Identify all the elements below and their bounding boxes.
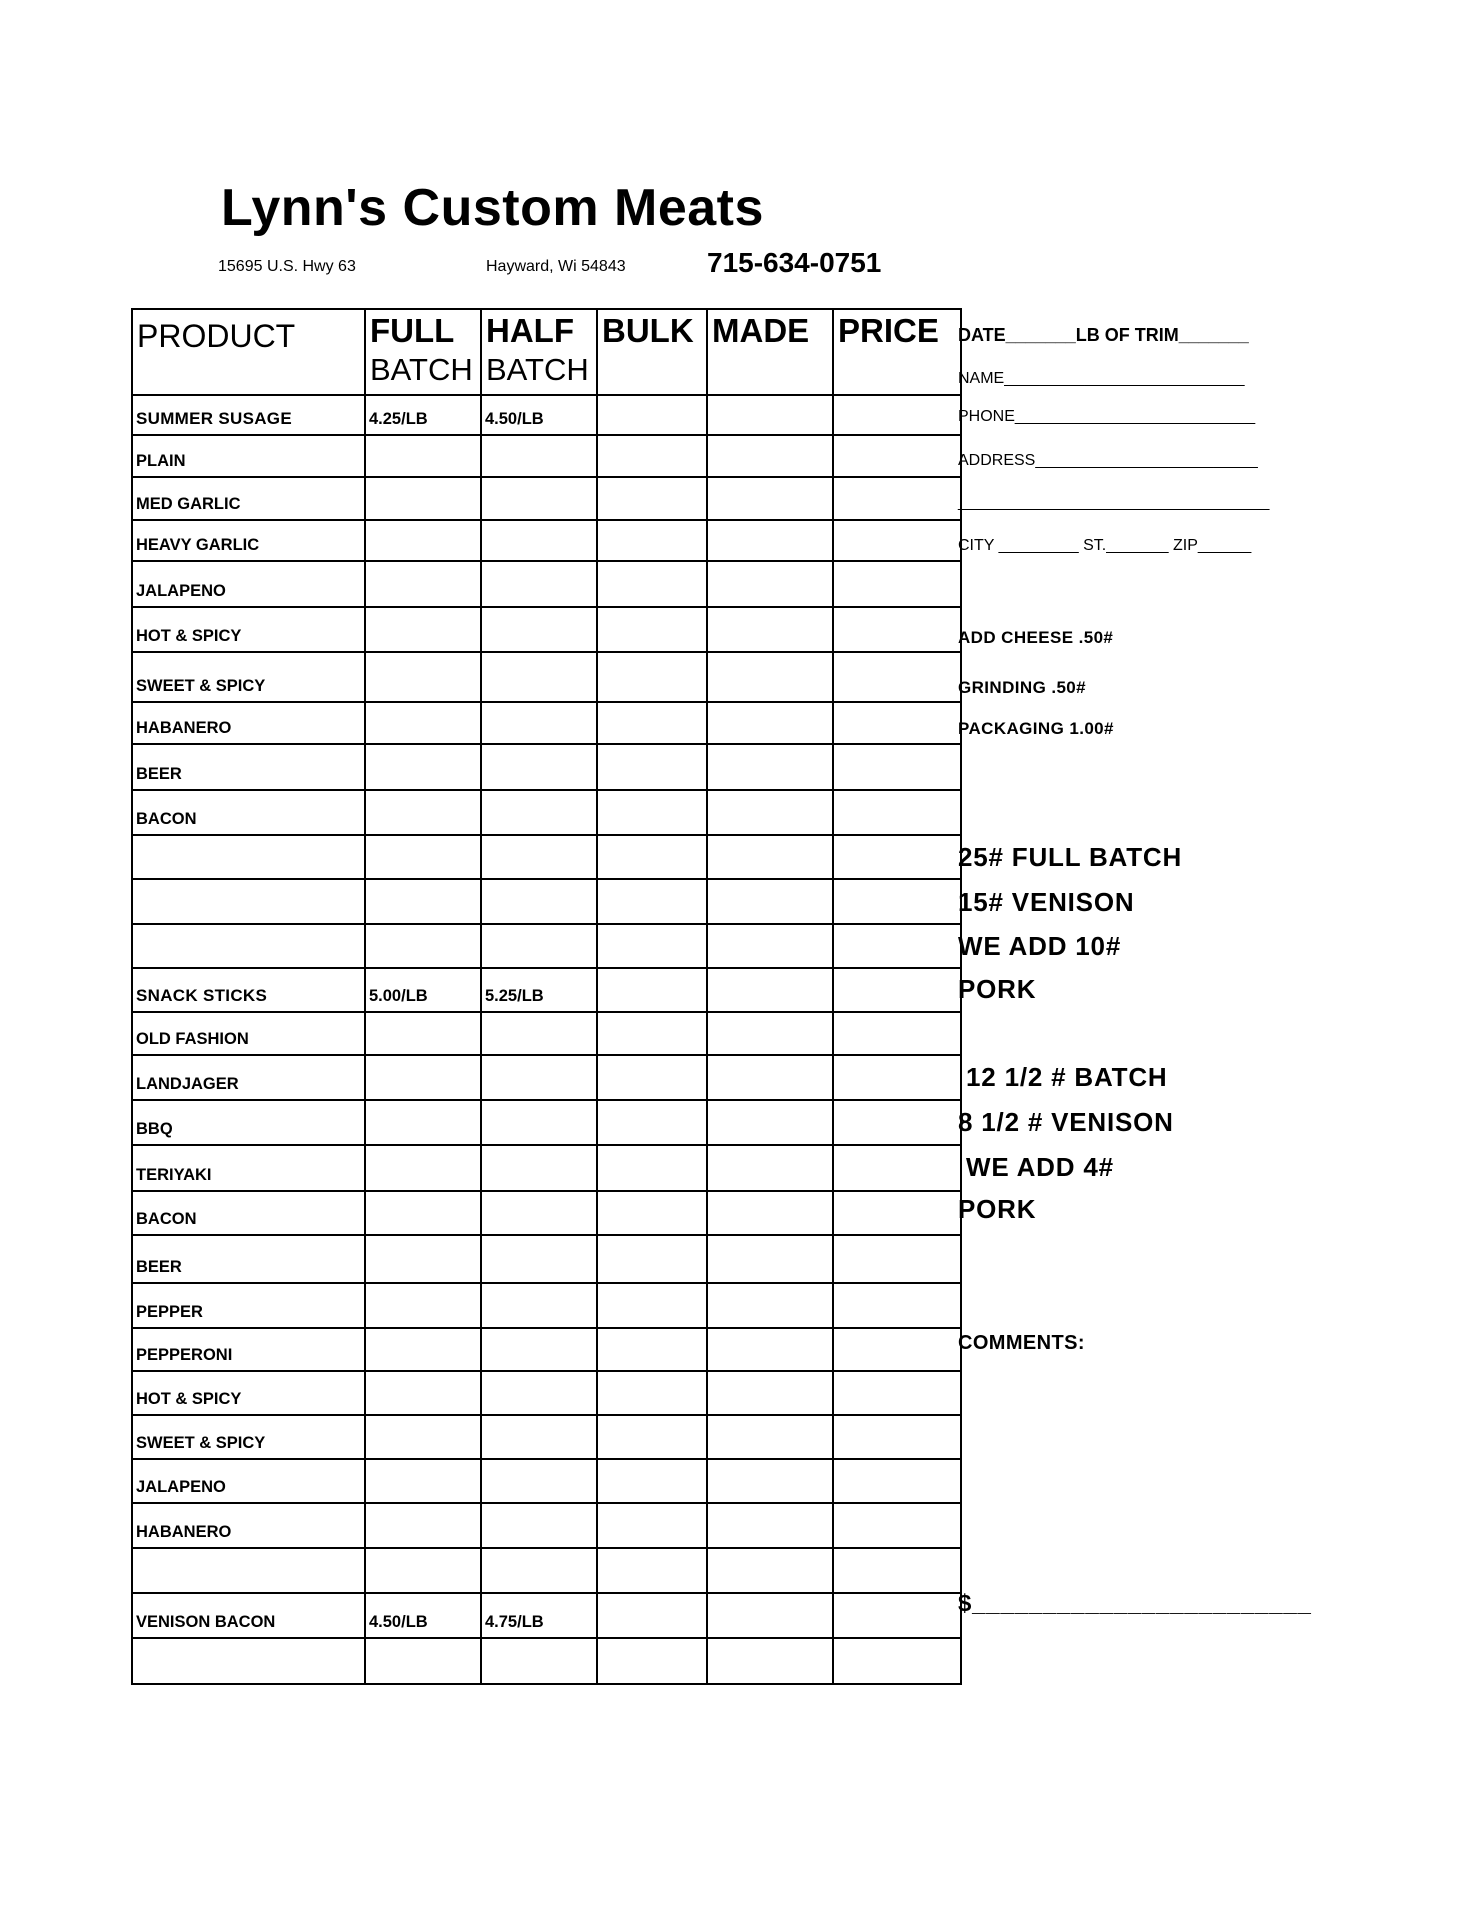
table-row [132,607,961,652]
half-batch-cell[interactable] [481,1371,597,1415]
table-row [132,790,961,835]
bulk-cell[interactable] [597,652,707,702]
product-cell [132,1638,365,1684]
made-cell[interactable] [707,1638,833,1684]
full-batch-cell[interactable] [365,1371,481,1415]
product-cell [132,835,365,879]
full-batch-cell[interactable] [365,924,481,968]
half-batch-cell[interactable]: 5.25/LB [481,968,597,1012]
bulk-cell[interactable] [597,435,707,477]
made-cell[interactable] [707,520,833,561]
table-row [132,702,961,744]
price-cell[interactable] [833,1415,961,1459]
half-batch-note: 12 1/2 # BATCH [958,1062,1168,1092]
price-cell[interactable] [833,1100,961,1145]
product-cell: TERIYAKI [132,1145,365,1191]
full-batch-cell[interactable] [365,835,481,879]
product-cell: HEAVY GARLIC [132,520,365,561]
made-cell[interactable] [707,968,833,1012]
product-cell [132,924,365,968]
made-cell[interactable] [707,1371,833,1415]
packaging-note: PACKAGING 1.00# [958,719,1114,738]
made-cell[interactable] [707,1283,833,1328]
made-cell[interactable] [707,1503,833,1548]
half-batch-cell[interactable]: 4.75/LB [481,1593,597,1638]
name-field[interactable]: NAME___________________________ [958,370,1245,387]
full-batch-cell[interactable]: 5.00/LB [365,968,481,1012]
product-cell: HOT & SPICY [132,607,365,652]
price-cell[interactable] [833,1012,961,1055]
address-line-2[interactable]: ___________________________________ [958,494,1270,511]
full-batch-cell[interactable] [365,561,481,607]
grinding-note: GRINDING .50# [958,678,1087,697]
product-cell: PEPPER [132,1283,365,1328]
full-batch-cell[interactable] [365,1415,481,1459]
bulk-cell[interactable] [597,968,707,1012]
company-title: Lynn's Custom Meats [221,179,764,237]
product-cell: BEER [132,744,365,790]
bulk-cell[interactable] [597,1328,707,1371]
half-batch-cell[interactable] [481,1055,597,1100]
product-cell: SWEET & SPICY [132,652,365,702]
bulk-cell[interactable] [597,879,707,924]
price-cell[interactable] [833,1638,961,1684]
table-row [132,835,961,879]
product-cell: BEER [132,1235,365,1283]
city-state-zip-field[interactable]: CITY _________ ST._______ ZIP______ [958,537,1252,554]
table-row [132,1371,961,1415]
street-address: 15695 U.S. Hwy 63 [218,258,356,275]
product-cell: HABANERO [132,1503,365,1548]
table-row [132,924,961,968]
full-batch-cell[interactable] [365,879,481,924]
price-cell[interactable] [833,879,961,924]
table-header-row [132,309,961,395]
half-batch-cell[interactable] [481,435,597,477]
made-cell[interactable] [707,652,833,702]
product-cell: PLAIN [132,435,365,477]
half-batch-cell[interactable] [481,561,597,607]
table-row [132,477,961,520]
bulk-cell[interactable] [597,1593,707,1638]
date-trim-field[interactable]: DATE_______LB OF TRIM_______ [958,325,1249,345]
bulk-cell[interactable] [597,790,707,835]
made-cell[interactable] [707,1100,833,1145]
half-batch-cell[interactable] [481,477,597,520]
full-batch-cell[interactable] [365,1548,481,1593]
header-bulk: BULK [597,309,707,395]
product-cell: HABANERO [132,702,365,744]
price-cell[interactable] [833,1055,961,1100]
bulk-cell[interactable] [597,1235,707,1283]
made-cell[interactable] [707,1548,833,1593]
half-batch-cell[interactable] [481,1283,597,1328]
half-batch-cell[interactable] [481,1415,597,1459]
half-batch-cell[interactable] [481,1459,597,1503]
half-batch-cell[interactable] [481,1503,597,1548]
bulk-cell[interactable] [597,1145,707,1191]
full-batch-cell[interactable] [365,1191,481,1235]
made-cell[interactable] [707,1593,833,1638]
full-batch-cell[interactable] [365,435,481,477]
half-batch-cell[interactable] [481,1235,597,1283]
price-cell[interactable] [833,968,961,1012]
bulk-cell[interactable] [597,607,707,652]
price-cell[interactable] [833,1593,961,1638]
made-cell[interactable] [707,702,833,744]
made-cell[interactable] [707,790,833,835]
bulk-cell[interactable] [597,1638,707,1684]
full-batch-cell[interactable] [365,1235,481,1283]
price-cell[interactable] [833,1283,961,1328]
made-cell[interactable] [707,1235,833,1283]
product-cell: HOT & SPICY [132,1371,365,1415]
bulk-cell[interactable] [597,1415,707,1459]
table-row [132,1459,961,1503]
city-address: Hayward, Wi 54843 [486,258,626,275]
price-cell[interactable] [833,835,961,879]
table-row [132,1283,961,1328]
price-cell[interactable] [833,924,961,968]
header-half-batch: HALF BATCH [481,309,597,395]
header-full-batch: FULL BATCH [365,309,481,395]
made-cell[interactable] [707,395,833,435]
product-cell: SNACK STICKS [132,968,365,1012]
table-row [132,744,961,790]
made-cell[interactable] [707,1191,833,1235]
full-batch-cell[interactable] [365,1055,481,1100]
half-batch-cell[interactable] [481,1145,597,1191]
full-batch-cell[interactable] [365,1638,481,1684]
comments-label: COMMENTS: [958,1332,1085,1354]
price-cell[interactable] [833,520,961,561]
total-amount-field[interactable]: $________________________ [958,1590,1312,1617]
table-row [132,1548,961,1593]
bulk-cell[interactable] [597,924,707,968]
half-batch-cell[interactable] [481,879,597,924]
full-batch-cell[interactable] [365,1459,481,1503]
product-cell [132,1548,365,1593]
full-batch-cell[interactable]: 4.25/LB [365,395,481,435]
price-cell[interactable] [833,561,961,607]
table-row [132,435,961,477]
add-cheese-note: ADD CHEESE .50# [958,628,1114,647]
made-cell[interactable] [707,744,833,790]
table-row [132,1055,961,1100]
full-batch-cell[interactable] [365,520,481,561]
half-batch-cell[interactable]: 4.50/LB [481,395,597,435]
product-cell: BACON [132,1191,365,1235]
half-batch-cell[interactable] [481,835,597,879]
table-row [132,1012,961,1055]
bulk-cell[interactable] [597,1459,707,1503]
price-cell[interactable] [833,607,961,652]
half-add-pork-note: WE ADD 4# [958,1152,1114,1182]
price-cell[interactable] [833,1235,961,1283]
full-batch-cell[interactable] [365,790,481,835]
table-row [132,1235,961,1283]
bulk-cell[interactable] [597,1055,707,1100]
full-batch-cell[interactable] [365,744,481,790]
made-cell[interactable] [707,1459,833,1503]
price-cell[interactable] [833,744,961,790]
full-add-pork-note: WE ADD 10# [958,931,1122,961]
made-cell[interactable] [707,924,833,968]
price-cell[interactable] [833,1548,961,1593]
phone-field[interactable]: PHONE___________________________ [958,408,1256,425]
phone-number: 715-634-0751 [707,247,882,278]
product-cell: JALAPENO [132,561,365,607]
price-cell[interactable] [833,1191,961,1235]
made-cell[interactable] [707,1055,833,1100]
made-cell[interactable] [707,561,833,607]
bulk-cell[interactable] [597,1012,707,1055]
price-cell[interactable] [833,1145,961,1191]
table-row [132,520,961,561]
half-batch-cell[interactable] [481,1328,597,1371]
made-cell[interactable] [707,477,833,520]
product-cell: SUMMER SUSAGE [132,395,365,435]
header-product: PRODUCT [132,309,365,395]
full-batch-cell[interactable] [365,1283,481,1328]
bulk-cell[interactable] [597,744,707,790]
half-batch-cell[interactable] [481,1548,597,1593]
half-batch-cell[interactable] [481,924,597,968]
half-batch-cell[interactable] [481,607,597,652]
table-row [132,561,961,607]
half-batch-cell[interactable] [481,1012,597,1055]
half-batch-cell[interactable] [481,1100,597,1145]
product-cell: LANDJAGER [132,1055,365,1100]
bulk-cell[interactable] [597,1191,707,1235]
made-cell[interactable] [707,1328,833,1371]
made-cell[interactable] [707,879,833,924]
full-batch-cell[interactable] [365,1012,481,1055]
full-batch-cell[interactable] [365,1100,481,1145]
price-cell[interactable] [833,1371,961,1415]
half-venison-note: 8 1/2 # VENISON [958,1107,1174,1137]
made-cell[interactable] [707,435,833,477]
product-cell [132,879,365,924]
bulk-cell[interactable] [597,395,707,435]
header-price: PRICE [833,309,961,395]
half-batch-cell[interactable] [481,1638,597,1684]
product-cell: BBQ [132,1100,365,1145]
product-cell: PEPPERONI [132,1328,365,1371]
full-batch-cell[interactable] [365,477,481,520]
half-pork-note: PORK [958,1194,1037,1224]
table-row [132,1145,961,1191]
full-batch-note: 25# FULL BATCH [958,842,1183,872]
price-cell[interactable] [833,790,961,835]
address-field[interactable]: ADDRESS_________________________ [958,452,1258,469]
price-cell[interactable] [833,1459,961,1503]
half-batch-cell[interactable] [481,1191,597,1235]
full-batch-cell[interactable]: 4.50/LB [365,1593,481,1638]
made-cell[interactable] [707,1012,833,1055]
full-pork-note: PORK [958,974,1037,1004]
product-cell: MED GARLIC [132,477,365,520]
half-batch-cell[interactable] [481,652,597,702]
price-cell[interactable] [833,652,961,702]
table-row [132,1328,961,1371]
half-batch-cell[interactable] [481,744,597,790]
order-table [131,308,962,1685]
bulk-cell[interactable] [597,1100,707,1145]
bulk-cell[interactable] [597,477,707,520]
full-batch-cell[interactable] [365,702,481,744]
bulk-cell[interactable] [597,561,707,607]
price-cell[interactable] [833,477,961,520]
table-row [132,1415,961,1459]
table-row [132,879,961,924]
bulk-cell[interactable] [597,1283,707,1328]
table-row [132,1638,961,1684]
full-batch-cell[interactable] [365,1145,481,1191]
price-cell[interactable] [833,435,961,477]
full-batch-cell[interactable] [365,1503,481,1548]
product-cell: VENISON BACON [132,1593,365,1638]
made-cell[interactable] [707,607,833,652]
bulk-cell[interactable] [597,1371,707,1415]
price-cell[interactable] [833,702,961,744]
made-cell[interactable] [707,835,833,879]
table-row [132,1191,961,1235]
full-batch-cell[interactable] [365,1328,481,1371]
product-cell: JALAPENO [132,1459,365,1503]
full-batch-cell[interactable] [365,607,481,652]
bulk-cell[interactable] [597,1503,707,1548]
table-row [132,652,961,702]
price-cell[interactable] [833,1503,961,1548]
full-venison-note: 15# VENISON [958,887,1135,917]
half-batch-cell[interactable] [481,702,597,744]
bulk-cell[interactable] [597,520,707,561]
product-cell: OLD FASHION [132,1012,365,1055]
full-batch-cell[interactable] [365,652,481,702]
bulk-cell[interactable] [597,1548,707,1593]
price-cell[interactable] [833,1328,961,1371]
table-row [132,1100,961,1145]
made-cell[interactable] [707,1145,833,1191]
product-cell: SWEET & SPICY [132,1415,365,1459]
table-row [132,968,961,1012]
table-row [132,1503,961,1548]
table-row [132,1593,961,1638]
bulk-cell[interactable] [597,835,707,879]
bulk-cell[interactable] [597,702,707,744]
half-batch-cell[interactable] [481,520,597,561]
header-made: MADE [707,309,833,395]
price-cell[interactable] [833,395,961,435]
half-batch-cell[interactable] [481,790,597,835]
made-cell[interactable] [707,1415,833,1459]
table-row [132,395,961,435]
product-cell: BACON [132,790,365,835]
